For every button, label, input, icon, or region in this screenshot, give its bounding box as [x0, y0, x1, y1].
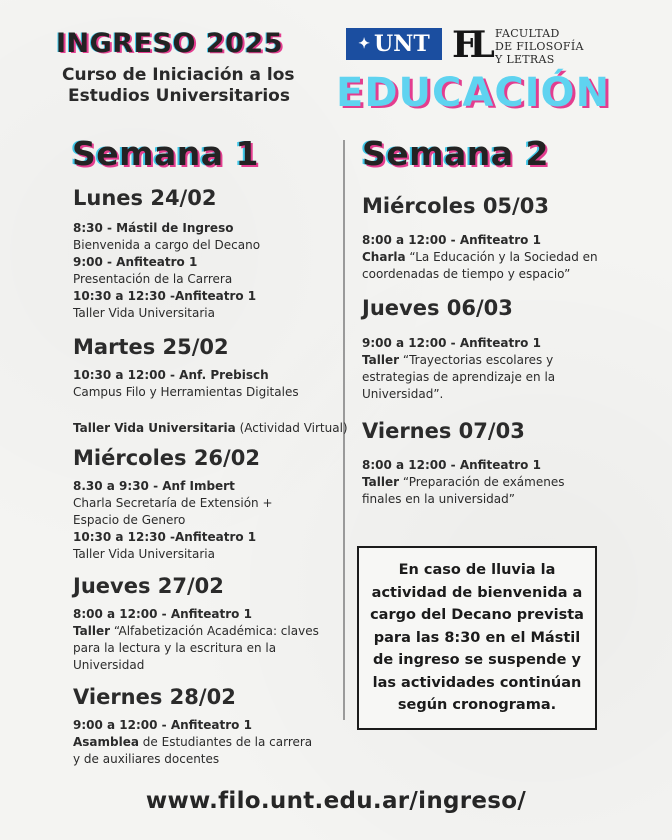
event-line: [73, 606, 319, 623]
week1-day-events: [73, 220, 260, 322]
website-url[interactable]: www.filo.unt.edu.ar/ingreso/: [145, 788, 527, 814]
event-bold: 8:00 a 12:00 - Anfiteatro 1: [362, 233, 541, 247]
event-line: [73, 640, 319, 657]
event-bold: 8:00 a 12:00 - Anfiteatro 1: [73, 607, 252, 621]
week1-day-heading: Lunes 24/02: [73, 186, 217, 210]
notice-line: cargo del Decano prevista: [370, 607, 584, 624]
notice-line: según cronograma.: [397, 697, 557, 714]
event-text: de Estudiantes de la carrera: [138, 735, 313, 749]
week1-day-events: [73, 367, 348, 437]
event-bold: Taller Vida Universitaria: [73, 421, 236, 435]
event-line: [73, 288, 260, 305]
event-text: coordenadas de tiempo y espacio”: [362, 267, 571, 281]
notice-line: para las 8:30 en el Mástil: [373, 629, 581, 646]
event-text: Bienvenida a cargo del Decano: [73, 238, 261, 252]
event-line: [73, 657, 319, 674]
event-line: [73, 717, 312, 734]
week2-day-events: [362, 335, 555, 403]
event-bold: 9:00 a 12:00 - Anfiteatro 1: [362, 336, 541, 350]
event-line: [73, 420, 348, 437]
event-line: [73, 254, 260, 271]
event-line: [362, 249, 598, 266]
event-line: [73, 478, 273, 495]
week1-day-events: [73, 717, 312, 768]
event-line: [362, 335, 555, 352]
event-line: [362, 232, 598, 249]
event-bold: Taller: [362, 353, 400, 367]
week2-day-events: [362, 457, 564, 508]
week1-day-heading: Martes 25/02: [73, 335, 229, 359]
week-2-title: Semana 2: [362, 134, 550, 173]
week2-day-events: [362, 232, 598, 283]
event-line: [362, 266, 598, 283]
notice-line: actividad de bienvenida a: [371, 584, 583, 601]
event-text: (Actividad Virtual): [235, 421, 348, 435]
event-text: Universidad: [73, 658, 145, 672]
event-text: “La Educación y la Sociedad en: [405, 250, 598, 264]
fl-logo: FL: [452, 24, 487, 66]
event-spacer: [73, 401, 348, 420]
notice-line: de ingreso se suspende y: [373, 652, 581, 669]
event-line: [73, 734, 312, 751]
event-text: para la lectura y la escritura en la: [73, 641, 277, 655]
rain-notice-text: [370, 559, 584, 717]
event-bold: Taller: [73, 624, 111, 638]
event-line: [73, 271, 260, 288]
event-line: [73, 512, 273, 529]
event-line: [362, 491, 564, 508]
week1-day-heading: Miércoles 26/02: [73, 446, 260, 470]
week2-day-heading: Miércoles 05/03: [362, 194, 549, 218]
week1-day-events: [73, 606, 319, 674]
event-line: [73, 751, 312, 768]
rain-notice-box: [357, 546, 597, 730]
event-text: Charla Secretaría de Extensión +: [73, 496, 273, 510]
week1-day-events: [73, 478, 273, 563]
event-line: [362, 386, 555, 403]
event-bold: Taller: [362, 475, 400, 489]
program-name: EDUCACIÓN: [336, 70, 611, 116]
event-text: “Trayectorias escolares y: [399, 353, 554, 367]
event-bold: Charla: [362, 250, 406, 264]
event-text: Taller Vida Universitaria: [73, 547, 215, 561]
unt-logo-text: UNT: [374, 31, 430, 57]
event-bold: 8.30 a 9:30 - Anf Imbert: [73, 479, 235, 493]
event-bold: 10:30 a 12:30 -Anfiteatro 1: [73, 289, 257, 303]
faculty-line-2: DE FILOSOFÍA: [495, 40, 584, 53]
event-line: [362, 457, 564, 474]
event-text: Espacio de Genero: [73, 513, 186, 527]
faculty-line-1: FACULTAD: [495, 27, 560, 40]
subtitle-line-2: Estudios Universitarios: [68, 86, 290, 106]
event-line: [73, 367, 348, 384]
event-line: [362, 352, 555, 369]
event-bold: 10:30 a 12:00 - Anf. Prebisch: [73, 368, 269, 382]
event-text: “Preparación de exámenes: [399, 475, 565, 489]
event-line: [73, 529, 273, 546]
week2-day-heading: Viernes 07/03: [362, 419, 525, 443]
event-line: [73, 546, 273, 563]
week1-day-heading: Jueves 27/02: [73, 574, 224, 598]
event-line: [73, 384, 348, 401]
event-bold: 9:00 a 12:00 - Anfiteatro 1: [73, 718, 252, 732]
event-line: [362, 369, 555, 386]
event-line: [73, 220, 260, 237]
event-bold: 8:00 a 12:00 - Anfiteatro 1: [362, 458, 541, 472]
event-text: Universidad”.: [362, 387, 444, 401]
notice-line: las actividades continúan: [372, 674, 582, 691]
event-text: y de auxiliares docentes: [73, 752, 220, 766]
faculty-name: [495, 27, 584, 66]
subtitle-line-1: Curso de Iniciación a los: [62, 65, 295, 85]
week1-day-heading: Viernes 28/02: [73, 685, 236, 709]
event-text: Presentación de la Carrera: [73, 272, 233, 286]
star-icon: ✦: [358, 36, 371, 52]
event-bold: Asamblea: [73, 735, 139, 749]
event-text: Campus Filo y Herramientas Digitales: [73, 385, 299, 399]
event-line: [73, 495, 273, 512]
event-bold: 10:30 a 12:30 -Anfiteatro 1: [73, 530, 257, 544]
event-line: [73, 305, 260, 322]
event-bold: 8:30 - Mástil de Ingreso: [73, 221, 234, 235]
notice-line: En caso de lluvia la: [398, 562, 556, 579]
event-text: “Alfabetización Académica: claves: [110, 624, 319, 638]
event-bold: 9:00 - Anfiteatro 1: [73, 255, 198, 269]
week-1-title: Semana 1: [72, 134, 260, 173]
faculty-line-3: Y LETRAS: [495, 53, 555, 66]
poster-title: INGRESO 2025: [56, 28, 283, 59]
event-line: [362, 474, 564, 491]
week2-day-heading: Jueves 06/03: [362, 296, 513, 320]
event-text: finales en la universidad”: [362, 492, 515, 506]
event-text: Taller Vida Universitaria: [73, 306, 215, 320]
event-line: [73, 237, 260, 254]
event-line: [73, 623, 319, 640]
unt-logo: [346, 28, 442, 60]
event-text: estrategias de aprendizaje en la: [362, 370, 556, 384]
